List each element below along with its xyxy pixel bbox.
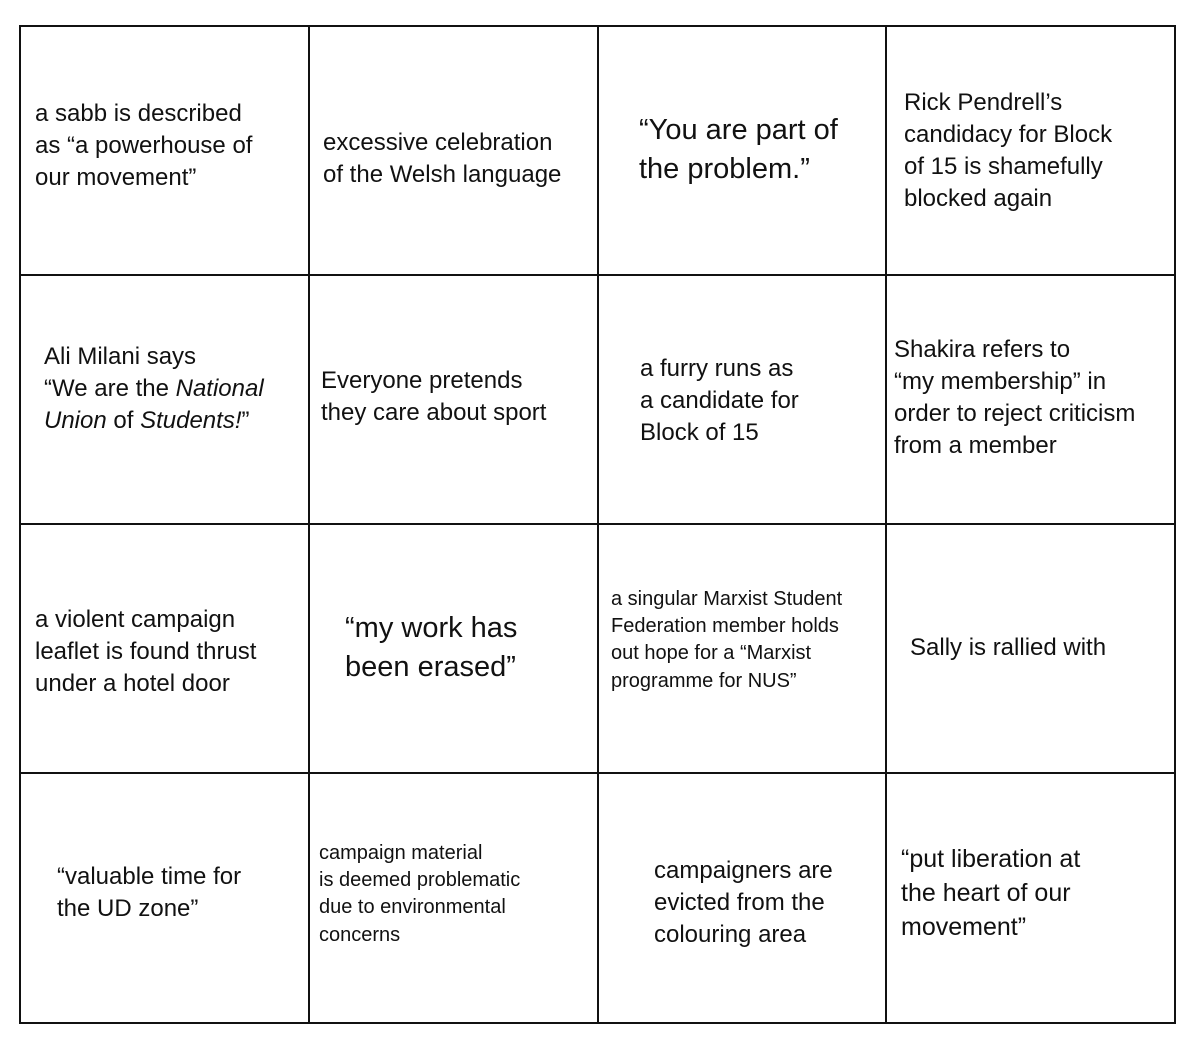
cell-r2c2: Everyone pretends they care about sport [321, 367, 547, 426]
cell-r2c1-union: Union [44, 406, 107, 434]
cell-r2c4: Shakira refers to “my membership” in order to reject criticism from a member [894, 336, 1136, 459]
cell-r2c1-quote-open: “We are the [44, 374, 176, 402]
cell-r1c2: excessive celebration of the Welsh language [323, 129, 562, 188]
cell-r2c1 [44, 341, 264, 437]
bingo-grid [19, 25, 1176, 1024]
cell-r2c1-national: National [175, 374, 264, 402]
cell-r1c1: a sabb is described as “a powerhouse of our movement” [35, 100, 253, 191]
cell-r2c1-of: of [106, 406, 141, 434]
row-divider [21, 274, 1174, 276]
cell-r2c1-students: Students! [140, 406, 242, 434]
cell-r4c3: campaigners are evicted from the colouring area [654, 857, 833, 948]
cell-r2c1-quote-close: ” [241, 406, 250, 434]
cell-r1c4: Rick Pendrell’s candidacy for Block of 15 is shamefully blocked again [904, 89, 1113, 212]
cell-r4c2: campaign material is deemed problematic due to environmental concerns [319, 842, 521, 946]
cell-r3c1: a violent campaign leaflet is found thrust under a hotel door [35, 606, 257, 697]
row-divider [21, 523, 1174, 525]
cell-r3c3: a singular Marxist Student Federation member holds out hope for a “Marxist programme for NUS” [611, 588, 843, 692]
cell-r3c2: “my work has been erased” [345, 612, 518, 684]
cell-r1c3: “You are part of the problem.” [639, 114, 838, 186]
cell-r2c3: a furry runs as a candidate for Block of 15 [640, 355, 799, 446]
row-divider [21, 772, 1174, 774]
cell-r3c4: Sally is rallied with [910, 634, 1107, 661]
cell-r4c1: “valuable time for the UD zone” [57, 863, 242, 922]
cell-r2c1-line1: Ali Milani says [44, 343, 197, 370]
cell-r4c4: “put liberation at the heart of our movement” [901, 845, 1081, 941]
